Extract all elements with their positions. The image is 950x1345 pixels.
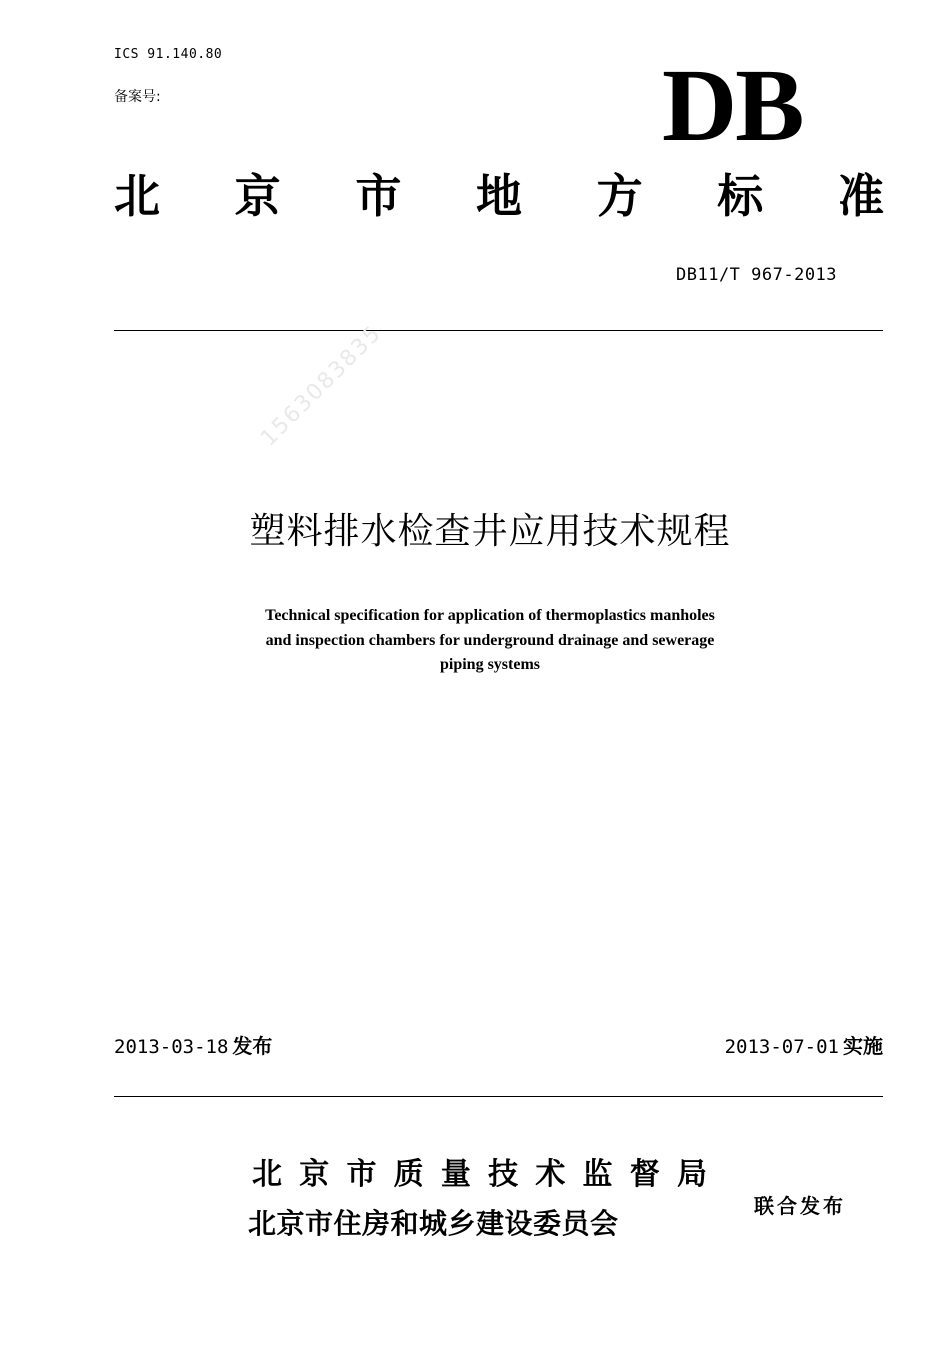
standard-type-char: 市 bbox=[355, 169, 402, 223]
issuer-char: 北 bbox=[252, 1157, 282, 1192]
standard-number: DB11/T 967-2013 bbox=[676, 265, 838, 285]
ics-code: ICS 91.140.80 bbox=[114, 47, 223, 62]
publish-date: 2013-03-18 bbox=[114, 1036, 229, 1058]
english-title-line: and inspection chambers for underground drainage and sewerage bbox=[265, 631, 715, 649]
bottom-divider bbox=[114, 1096, 883, 1097]
standard-type-char: 准 bbox=[837, 169, 884, 223]
top-divider bbox=[114, 330, 883, 331]
implement-date-block bbox=[725, 1030, 883, 1059]
standard-type-char: 方 bbox=[596, 169, 643, 223]
standard-type-heading bbox=[114, 169, 884, 223]
issuer-char: 京 bbox=[299, 1157, 330, 1192]
english-title-line: Technical specification for application of thermoplastics manholes bbox=[265, 607, 715, 624]
publish-label: 发布 bbox=[232, 1034, 273, 1058]
issuer-char: 局 bbox=[676, 1157, 707, 1192]
issuer-housing-commission: 北京市住房和城乡建设委员会 bbox=[248, 1207, 619, 1240]
filing-number-label: 备案号: bbox=[114, 89, 161, 105]
implement-date: 2013-07-01 bbox=[724, 1036, 839, 1058]
english-title-line: piping systems bbox=[439, 656, 541, 673]
standard-type-char: 京 bbox=[234, 169, 281, 223]
standard-type-char: 标 bbox=[717, 169, 764, 223]
issuer-char: 质 bbox=[393, 1157, 424, 1192]
publish-date-block bbox=[114, 1030, 272, 1059]
implement-label: 实施 bbox=[843, 1034, 883, 1058]
issuer-char: 监 bbox=[582, 1157, 613, 1192]
document-title-english bbox=[0, 604, 950, 678]
standard-type-char: 地 bbox=[475, 169, 522, 223]
issuer-char: 督 bbox=[629, 1157, 660, 1192]
joint-publish-label: 联合发布 bbox=[754, 1194, 846, 1218]
issuer-quality-bureau bbox=[252, 1157, 707, 1192]
issuer-char: 量 bbox=[440, 1157, 471, 1192]
issuer-char: 市 bbox=[346, 1157, 377, 1192]
db-logo-mark: DB bbox=[662, 48, 803, 163]
issuer-char: 技 bbox=[488, 1157, 519, 1192]
watermark: 1563083835 bbox=[256, 320, 387, 452]
issuer-char: 术 bbox=[535, 1157, 566, 1192]
standard-type-char: 北 bbox=[114, 169, 160, 223]
document-title-chinese: 塑料排水检查井应用技术规程 bbox=[249, 511, 731, 552]
